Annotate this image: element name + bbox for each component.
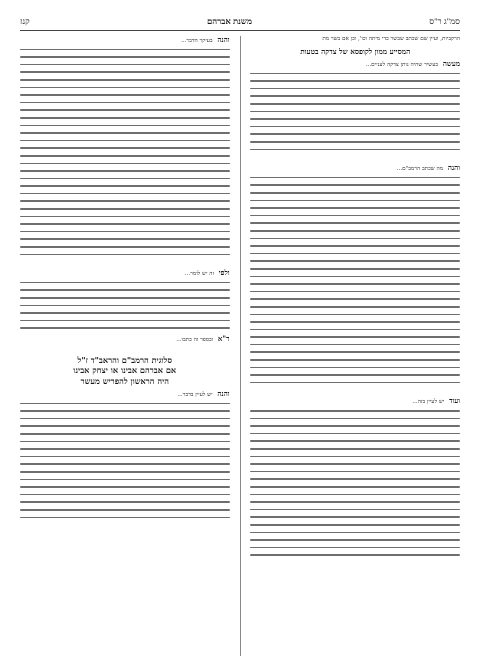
section-title-2-line-3: היה הראשון להפריש מעשר: [80, 375, 169, 386]
header-left: קנז: [20, 16, 30, 26]
left-note-lead: ר"א: [217, 333, 230, 343]
section-title-2-line-2: אם אברהם אבינו או יצחק אבינו: [73, 365, 177, 376]
left-p3-text: יש לעיין בדבר...: [177, 392, 213, 399]
right-p3-lead: ועוד: [449, 396, 460, 406]
column-divider: [240, 36, 241, 656]
right-text-lines-2: [250, 177, 460, 384]
section-title-2: [20, 355, 230, 387]
two-column-body: [20, 36, 460, 656]
right-paragraph-3: [250, 397, 460, 407]
right-p2-text: מה שכתב הרמב"ם...: [396, 166, 444, 173]
left-paragraph-3: [20, 390, 230, 400]
left-p2-text: זה יש לומר...: [184, 271, 215, 278]
left-p1-lead: והנה: [217, 36, 230, 44]
header-center: משנת אברהם: [206, 16, 252, 26]
right-text-lines-3: [250, 410, 460, 556]
section-title-1: המסייע ממון לקופסא של צדקה בטעות: [300, 46, 411, 56]
right-intro: [250, 36, 460, 44]
right-paragraph-2: [250, 164, 460, 174]
left-text-lines-2: [20, 282, 230, 329]
left-text-lines-1: [20, 49, 230, 256]
left-p3-lead: והנה: [217, 389, 230, 399]
left-note: [20, 335, 230, 345]
right-p1-text: בעשיר שהיה נותן צדקה לעניים...: [365, 62, 439, 69]
right-p3-text: יש לעיין בזה...: [412, 399, 445, 406]
right-intro-text: הרקביות, ועיין שם שכתב שבשר כדי מיתה וכו', וכן אם בשר מת: [322, 36, 460, 42]
header-right: סמ"ג ר"ס: [429, 16, 460, 26]
left-p1-text: בעיקר הדבר...: [181, 38, 213, 44]
section-title-2-line-1: סלוגית הרמב"ם והראב"ד ז"ל: [77, 354, 172, 365]
right-p2-lead: והנה: [447, 163, 460, 173]
right-p1-lead: מעשה: [442, 59, 460, 69]
left-note-text: ובספר זה כתבו...: [176, 336, 214, 343]
left-p2-lead: ולפי: [218, 268, 230, 278]
left-text-lines-3: [20, 403, 230, 519]
right-column: [250, 36, 460, 656]
right-text-lines-1: [250, 73, 460, 151]
running-header: [20, 14, 460, 31]
left-column: [20, 36, 230, 656]
left-paragraph-1: [20, 36, 230, 46]
right-paragraph-1: [250, 60, 460, 70]
left-paragraph-2: [20, 269, 230, 279]
